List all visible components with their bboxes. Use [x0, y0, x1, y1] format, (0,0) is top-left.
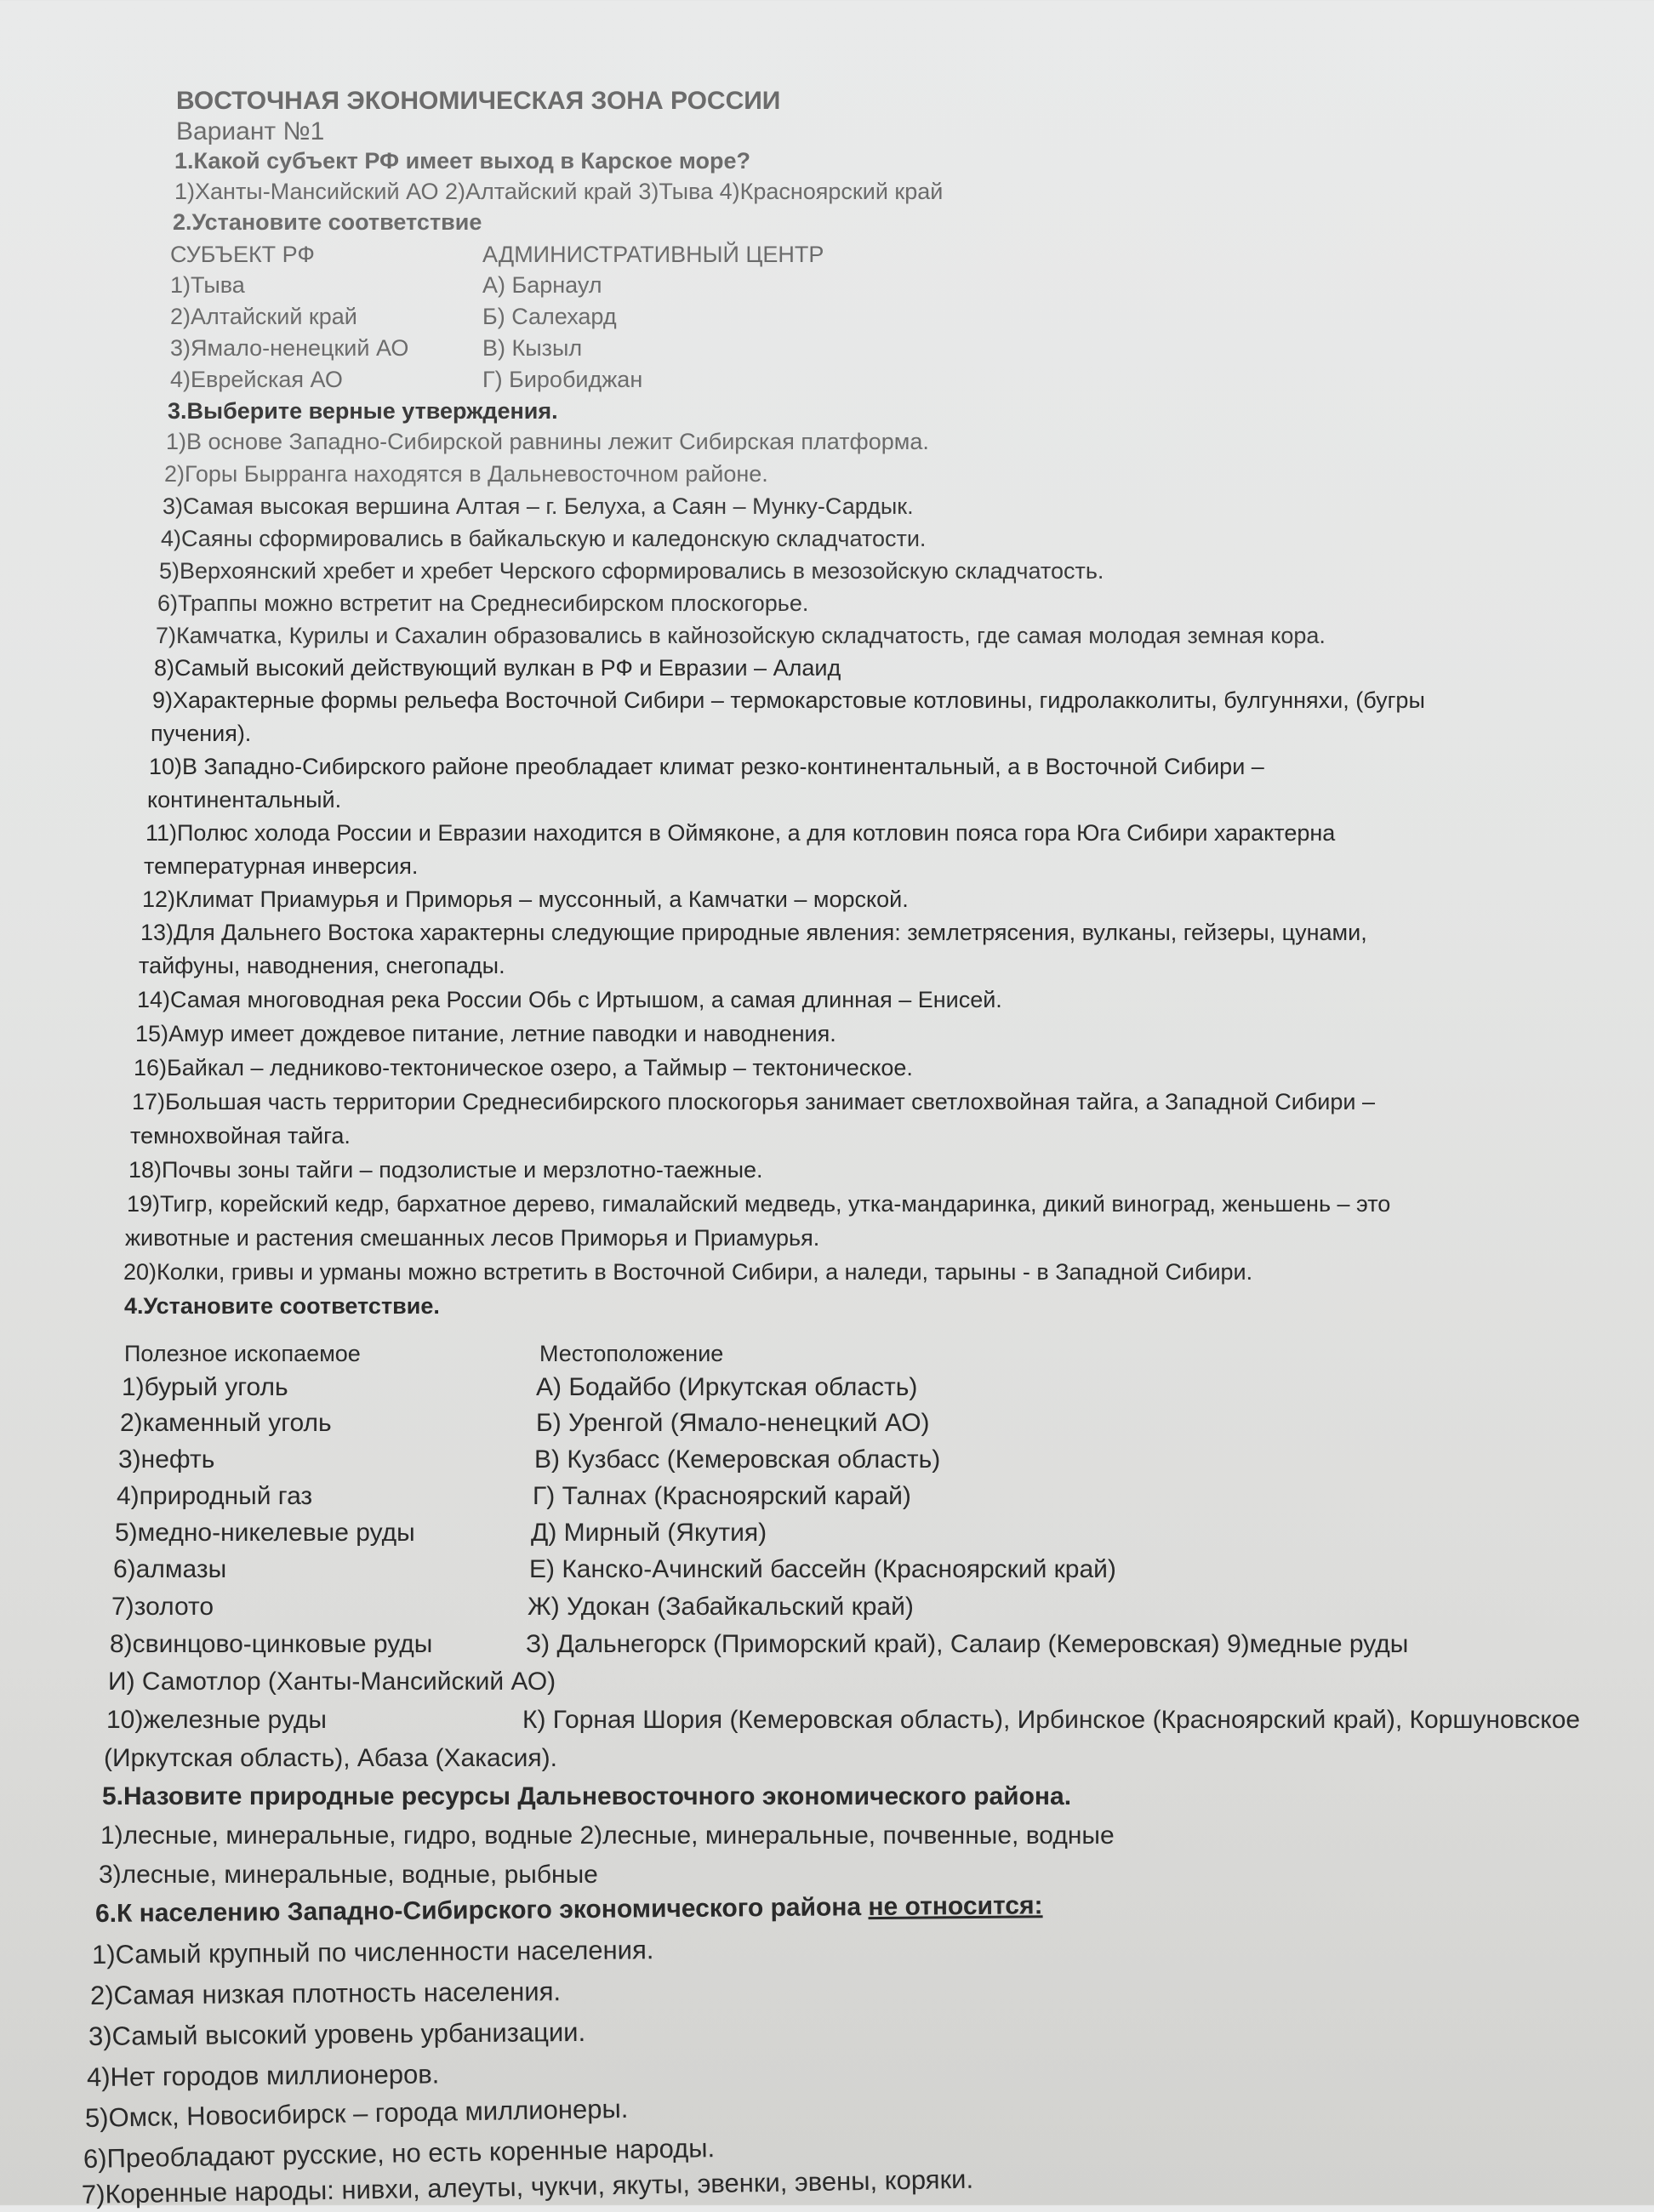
q4-right-header: Местоположение	[539, 1341, 724, 1366]
q4-right-item-extra: И) Самотлор (Ханты-Мансийский АО)	[108, 1668, 556, 1696]
q2-left-header: СУБЪЕКТ РФ	[170, 242, 315, 267]
q4-right-item: Е) Канско-Ачинский бассейн (Красноярский край)	[529, 1555, 1116, 1583]
q4-left-item: 2)каменный уголь	[120, 1409, 332, 1437]
q1-options: 1)Ханты-Мансийский АО 2)Алтайский край 3)Тыва 4)Красноярский край	[174, 179, 944, 204]
q3-statement: 8)Самый высокий действующий вулкан в РФ и Евразии – Алаид	[154, 655, 841, 681]
q4-right-item: Ж) Удокан (Забайкальский край)	[528, 1593, 914, 1621]
q4-left-item: 1)бурый уголь	[122, 1373, 288, 1401]
q3-statement: 18)Почвы зоны тайги – подзолистые и мерзлотно-таежные.	[128, 1157, 763, 1183]
q3-statement: 2)Горы Бырранга находятся в Дальневосточном районе.	[164, 461, 768, 487]
q3-statement: 7)Камчатка, Курилы и Сахалин образовались в кайнозойскую складчатость, где самая молодая земная кора.	[156, 623, 1326, 648]
q4-right-item: Б) Уренгой (Ямало-ненецкий АО)	[536, 1409, 930, 1437]
q3-statement-cont: животные и растения смешанных лесов Приморья и Приамурья.	[125, 1225, 820, 1251]
q1-question: 1.Какой субъект РФ имеет выход в Карское море?	[174, 148, 751, 174]
q4-left-item: 8)свинцово-цинковые руды	[110, 1630, 433, 1658]
q3-statement: 12)Климат Приамурья и Приморья – муссонный, а Камчатки – морской.	[142, 887, 909, 912]
q2-left-item: 4)Еврейская АО	[170, 367, 343, 392]
q4-right-item: Д) Мирный (Якутия)	[531, 1519, 767, 1547]
variant-label: Вариант №1	[176, 117, 325, 145]
q3-statement: 17)Большая часть территории Среднесибирского плоскогорья занимает светлохвойная тайга, а Западной Сибири –	[132, 1089, 1375, 1115]
q4-right-item: В) Кузбасс (Кемеровская область)	[534, 1445, 941, 1474]
q6-option: 5)Омск, Новосибирск – города миллионеры.	[84, 2093, 629, 2133]
q6-option: 1)Самый крупный по численности населения.	[91, 1935, 654, 1970]
q4-right-item-cont: (Иркутская область), Абаза (Хакасия).	[104, 1744, 557, 1772]
q3-statement: 10)В Западно-Сибирского районе преобладает климат резко-континентальный, а в Восточной Сибири –	[149, 754, 1264, 779]
q3-statement-cont: тайфуны, наводнения, снегопады.	[139, 953, 505, 978]
q3-statement: 13)Для Дальнего Востока характерны следующие природные явления: землетрясения, вулканы, гейзеры, цунами,	[140, 920, 1367, 945]
q4-left-item: 4)природный газ	[117, 1482, 313, 1510]
q6-question-text: 6.К населению Западно-Сибирского экономического района	[94, 1893, 869, 1928]
q3-statement-cont: темнохвойная тайга.	[130, 1123, 351, 1149]
q3-statement: 4)Саяны сформировались в байкальскую и каледонскую складчатости.	[161, 526, 927, 551]
q4-left-item: 6)алмазы	[113, 1555, 227, 1583]
q3-statement: 14)Самая многоводная река России Обь с Иртышом, а самая длинная – Енисей.	[137, 987, 1002, 1012]
q2-right-item: А) Барнаул	[482, 272, 602, 298]
q2-left-item: 3)Ямало-ненецкий АО	[170, 335, 409, 361]
q4-left-item: 7)золото	[111, 1593, 214, 1621]
q3-statement: 5)Верхоянский хребет и хребет Черского сформировались в мезозойскую складчатость.	[159, 558, 1104, 584]
q6-option: 7)Коренные народы: нивхи, алеуты, чукчи, якуты, эвенки, эвены, коряки.	[81, 2164, 974, 2209]
q4-question: 4.Установите соответствие.	[124, 1293, 440, 1319]
q2-left-item: 2)Алтайский край	[170, 304, 357, 329]
q4-left-header: Полезное ископаемое	[124, 1341, 361, 1366]
q3-question: 3.Выберите верные утверждения.	[168, 398, 558, 424]
q6-question	[95, 1890, 1043, 1930]
q6-question-emphasis: не относится:	[868, 1891, 1043, 1922]
q5-options-line: 3)лесные, минеральные, водные, рыбные	[99, 1861, 598, 1889]
q2-right-header: АДМИНИСТРАТИВНЫЙ ЦЕНТР	[482, 242, 824, 267]
q6-option: 4)Нет городов миллионеров.	[86, 2059, 440, 2092]
q3-statement: 3)Самая высокая вершина Алтая – г. Белуха, а Саян – Мунку-Сардык.	[163, 493, 914, 519]
q4-left-item: 5)медно-никелевые руды	[115, 1519, 415, 1547]
q3-statement: 11)Полюс холода России и Евразии находится в Оймяконе, а для котловин пояса гора Юга Сибири характерна	[145, 820, 1336, 846]
q2-right-item: Б) Салехард	[482, 304, 617, 329]
q6-option: 3)Самый высокий уровень урбанизации.	[88, 2016, 586, 2051]
q3-statement: 9)Характерные формы рельефа Восточной Сибири – термокарстовые котловины, гидролакколиты, булгунняхи, (бугры	[152, 687, 1425, 713]
q3-statement-cont: континентальный.	[147, 787, 342, 812]
q2-right-item: В) Кызыл	[482, 335, 583, 361]
q2-question: 2.Установите соответствие	[173, 209, 482, 235]
q3-statement: 19)Тигр, корейский кедр, бархатное дерево, гималайский медведь, утка-мандаринка, дикий виноград, женьшень – это	[127, 1191, 1391, 1217]
q3-statement: 15)Амур имеет дождевое питание, летние паводки и наводнения.	[135, 1021, 836, 1046]
q6-option: 6)Преобладают русские, но есть коренные народы.	[83, 2133, 716, 2174]
q5-question: 5.Назовите природные ресурсы Дальневосточного экономического района.	[102, 1782, 1072, 1810]
q2-left-item: 1)Тыва	[170, 272, 245, 298]
q5-options-line: 1)лесные, минеральные, гидро, водные 2)лесные, минеральные, почвенные, водные	[100, 1821, 1115, 1850]
q3-statement: 1)В основе Западно-Сибирской равнины лежит Сибирская платформа.	[166, 429, 929, 454]
q3-statement: 16)Байкал – ледниково-тектоническое озеро, а Таймыр – тектоническое.	[134, 1055, 913, 1080]
q4-right-item: З) Дальнегорск (Приморский край), Салаир (Кемеровская) 9)медные руды	[526, 1630, 1409, 1658]
q2-right-item: Г) Биробиджан	[482, 367, 643, 392]
worksheet-title: ВОСТОЧНАЯ ЭКОНОМИЧЕСКАЯ ЗОНА РОССИИ	[176, 87, 781, 115]
q3-statement-cont: пучения).	[151, 721, 252, 746]
q4-left-item: 3)нефть	[118, 1445, 215, 1474]
q3-statement: 6)Траппы можно встретит на Среднесибирском плоскогорье.	[157, 590, 809, 616]
q4-right-item: Г) Талнах (Красноярский карай)	[533, 1482, 911, 1510]
q3-statement: 20)Колки, гривы и урманы можно встретить в Восточной Сибири, а наледи, тарыны - в Западной Сибири.	[123, 1259, 1253, 1285]
q6-option: 2)Самая низкая плотность населения.	[89, 1976, 562, 2010]
q4-right-item: А) Бодайбо (Иркутская область)	[536, 1373, 918, 1401]
q4-right-item: К) Горная Шория (Кемеровская область), Ирбинское (Красноярский край), Коршуновское	[522, 1706, 1581, 1734]
q4-left-item: 10)железные руды	[106, 1706, 327, 1734]
q3-statement-cont: температурная инверсия.	[144, 853, 419, 879]
